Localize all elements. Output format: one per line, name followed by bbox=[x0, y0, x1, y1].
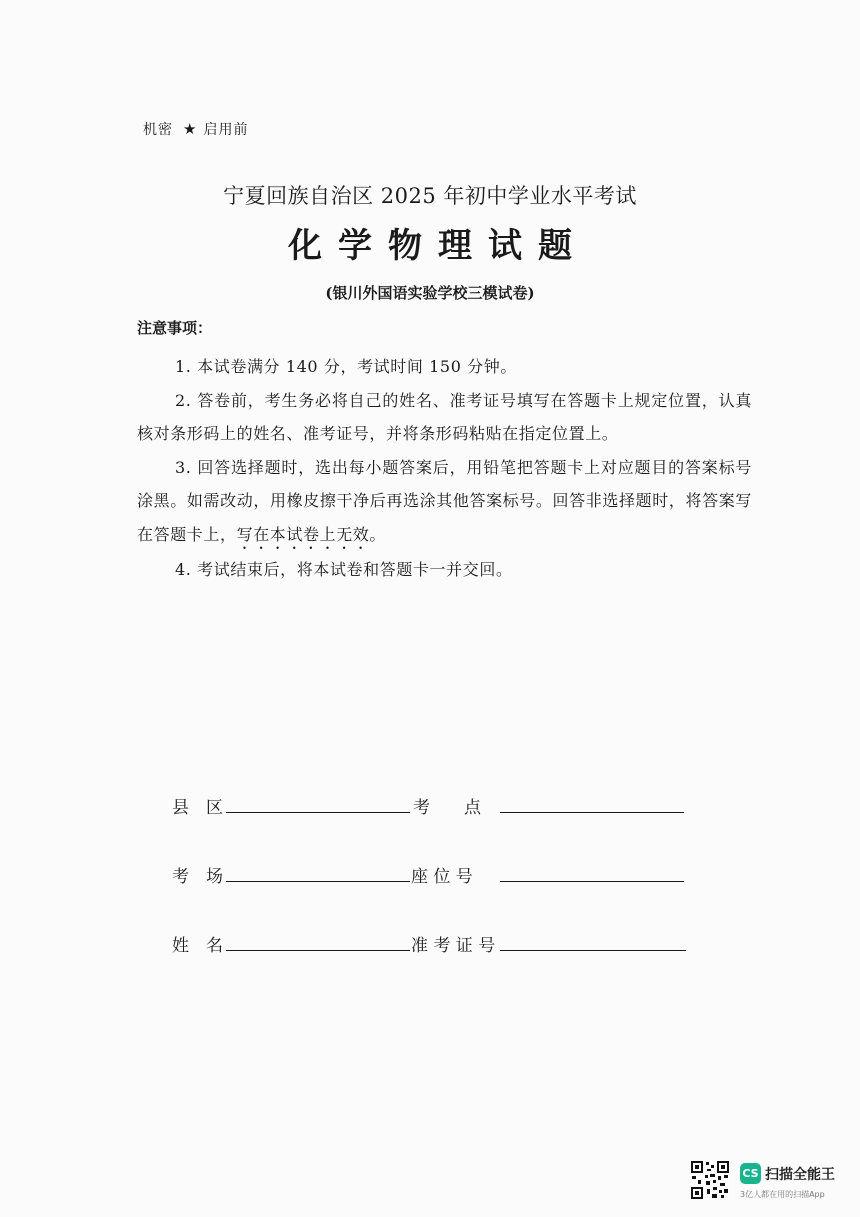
scanner-app-name: 扫描全能王 bbox=[765, 1167, 835, 1183]
name-field[interactable] bbox=[226, 950, 410, 951]
exam-room-label: 考 场 bbox=[172, 867, 223, 887]
name-label: 姓 名 bbox=[172, 936, 223, 956]
scanner-tagline: 3亿人都在用的扫描App bbox=[740, 1190, 825, 1199]
admission-number-label: 准 考 证 号 bbox=[411, 936, 496, 956]
confidential-label: 机密 bbox=[143, 122, 173, 138]
notice-item-text: 1. 本试卷满分 140 分，考试时间 150 分钟。 bbox=[175, 357, 517, 376]
before-use-label: 启用前 bbox=[203, 122, 249, 138]
seat-number-field[interactable] bbox=[500, 881, 684, 882]
school-note: (银川外国语实验学校三模试卷) bbox=[325, 284, 535, 302]
exam-room-field[interactable] bbox=[226, 881, 410, 882]
star-icon: ★ bbox=[183, 120, 198, 138]
notice-item-4 bbox=[137, 553, 752, 587]
notice-list bbox=[137, 350, 752, 586]
admission-number-field[interactable] bbox=[500, 950, 686, 951]
notice-item-text: 3. 回答选择题时，选出每小题答案后，用铅笔把答题卡上对应题目的答案标号涂黑。如需改动，用橡皮擦干净后再选涂其他答案标号。回答非选择题时，将答案写在答题卡上， bbox=[137, 457, 752, 544]
exam-site-field[interactable] bbox=[500, 812, 684, 813]
subject-title: 化学物理试题 bbox=[288, 226, 588, 266]
notice-item-3 bbox=[137, 451, 752, 553]
notice-heading: 注意事项： bbox=[137, 319, 213, 337]
county-field[interactable] bbox=[226, 812, 410, 813]
scanner-logo-icon: CS bbox=[740, 1163, 761, 1184]
exam-title: 宁夏回族自治区 2025 年初中学业水平考试 bbox=[223, 184, 637, 208]
confidential-mark bbox=[143, 119, 248, 139]
county-label: 县 区 bbox=[172, 798, 223, 818]
notice-item-1 bbox=[137, 350, 752, 384]
qr-code-icon bbox=[690, 1160, 730, 1200]
notice-item-text: 2. 答卷前，考生务必将自己的姓名、准考证号填写在答题卡上规定位置，认真核对条形码上的姓名、准考证号，并将条形码粘贴在指定位置上。 bbox=[137, 390, 752, 443]
notice-item-emphasis: 写在本试卷上无效。 bbox=[236, 524, 387, 544]
exam-site-label: 考 点 bbox=[413, 798, 481, 818]
notice-item-2 bbox=[137, 384, 752, 451]
seat-number-label: 座 位 号 bbox=[411, 867, 473, 887]
notice-item-text: 4. 考试结束后，将本试卷和答题卡一并交回。 bbox=[175, 559, 513, 579]
